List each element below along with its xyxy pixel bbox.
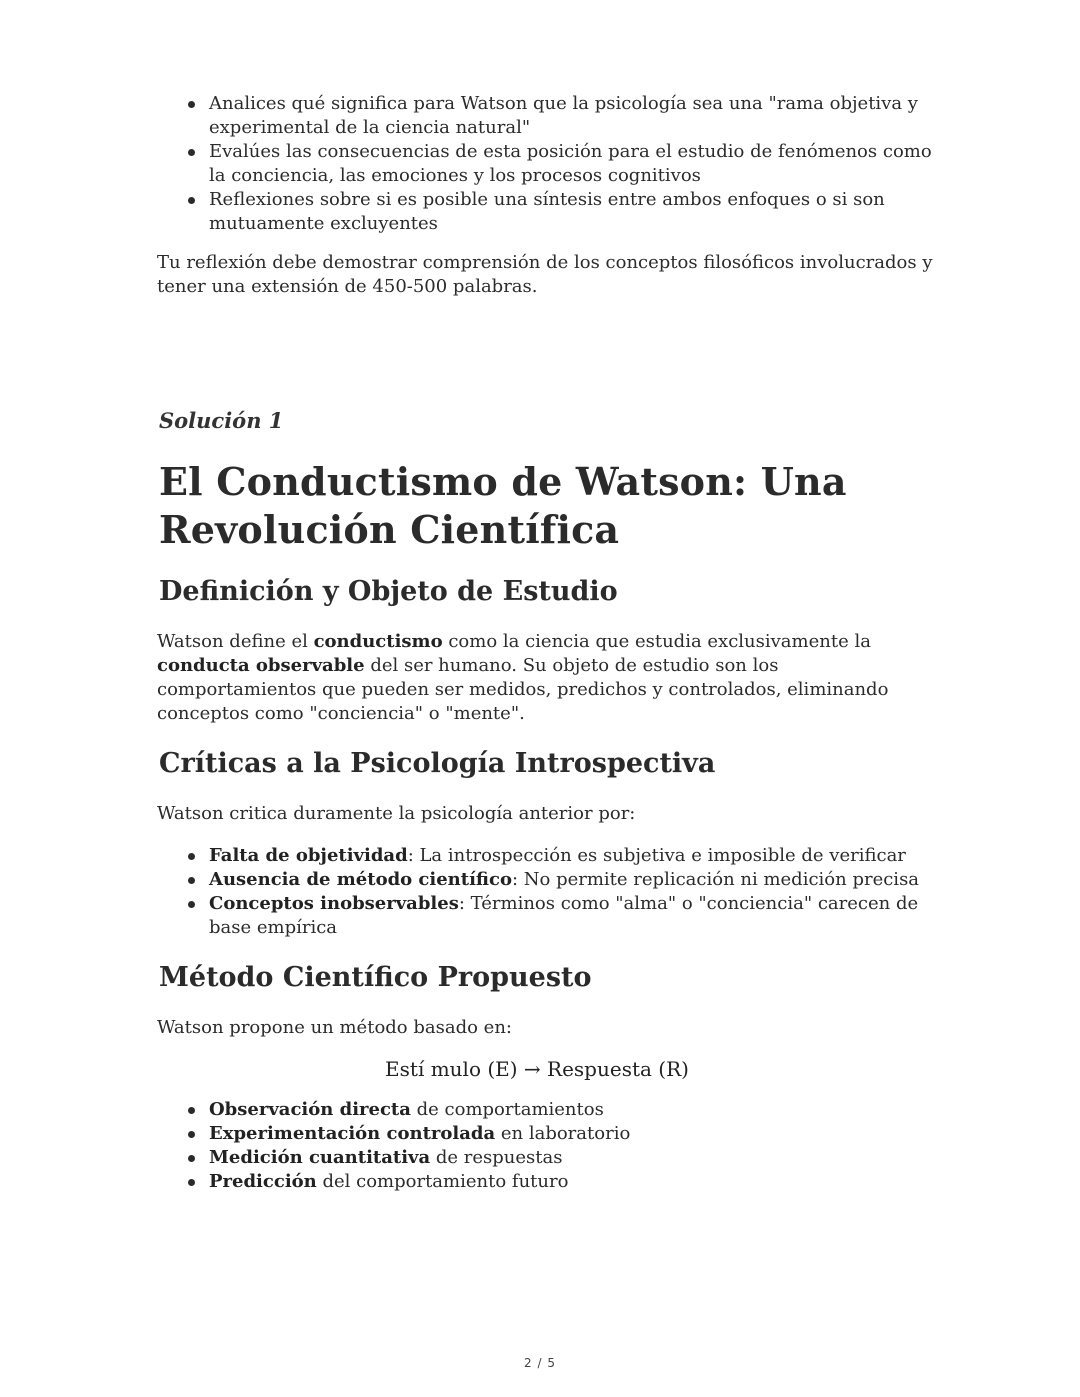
text-span: : La introspección es subjetiva e imposible de verificar (407, 845, 906, 866)
list-item: Analices qué significa para Watson que la psicología sea una "rama objetiva y experimental de la ciencia natural" (209, 92, 937, 140)
list-item (209, 892, 937, 940)
text-span: del ser humano. Su objeto de estudio son los comportamientos que pueden ser medidos, predichos y controlados, eliminando conceptos como "conciencia" o "mente". (157, 655, 889, 724)
text-span: : No permite replicación ni medición precisa (511, 869, 920, 890)
assignment-bullet-list (157, 92, 937, 236)
section-heading-criticas: Críticas a la Psicología Introspectiva (159, 748, 716, 779)
list-item: Reflexiones sobre si es posible una síntesis entre ambos enfoques o si son mutuamente excluyentes (209, 188, 937, 236)
page-number: 2 / 5 (524, 1356, 556, 1370)
text-span: como la ciencia que estudia exclusivamente la (442, 631, 871, 652)
list-item (209, 844, 937, 868)
bold-term: Medición cuantitativa (209, 1147, 431, 1168)
list-item (209, 1122, 937, 1146)
metodo-list (157, 1098, 937, 1194)
page-title: El Conductismo de Watson: Una Revolución Científica (159, 459, 847, 552)
section-heading-definicion: Definición y Objeto de Estudio (159, 576, 618, 607)
text-span: de comportamientos (410, 1099, 604, 1120)
bold-term: conducta observable (157, 655, 365, 676)
list-item (209, 1170, 937, 1194)
metodo-intro: Watson propone un método basado en: (157, 1017, 512, 1038)
list-item (209, 1098, 937, 1122)
bold-term: Observación directa (209, 1099, 411, 1120)
text-span: : Términos como "alma" o "conciencia" carecen de base empírica (209, 893, 919, 938)
solution-label: Solución 1 (159, 408, 284, 433)
definition-paragraph (157, 630, 937, 726)
bold-term: Predicción (209, 1171, 317, 1192)
list-item (209, 1146, 937, 1170)
criticas-intro: Watson critica duramente la psicología anterior por: (157, 803, 636, 824)
stimulus-response-formula: Estí mulo (E) → Respuesta (R) (385, 1057, 689, 1081)
bold-term: Experimentación controlada (209, 1123, 496, 1144)
criticas-list (157, 844, 937, 940)
section-heading-metodo: Método Científico Propuesto (159, 962, 592, 993)
bold-term: Ausencia de método científico (209, 869, 512, 890)
text-span: Watson define el (157, 631, 314, 652)
list-item: Evalúes las consecuencias de esta posición para el estudio de fenómenos como la conciencia, las emociones y los procesos cognitivos (209, 140, 937, 188)
closing-paragraph: Tu reflexión debe demostrar comprensión de los conceptos filosóficos involucrados y tener una extensión de 450-500 palabras. (157, 252, 933, 297)
document-page (157, 88, 937, 1194)
text-span: del comportamiento futuro (316, 1171, 569, 1192)
bold-term: conductismo (313, 631, 443, 652)
text-span: en laboratorio (495, 1123, 631, 1144)
bold-term: Falta de objetividad (209, 845, 408, 866)
list-item (209, 868, 937, 892)
bold-term: Conceptos inobservables (209, 893, 459, 914)
text-span: de respuestas (430, 1147, 563, 1168)
